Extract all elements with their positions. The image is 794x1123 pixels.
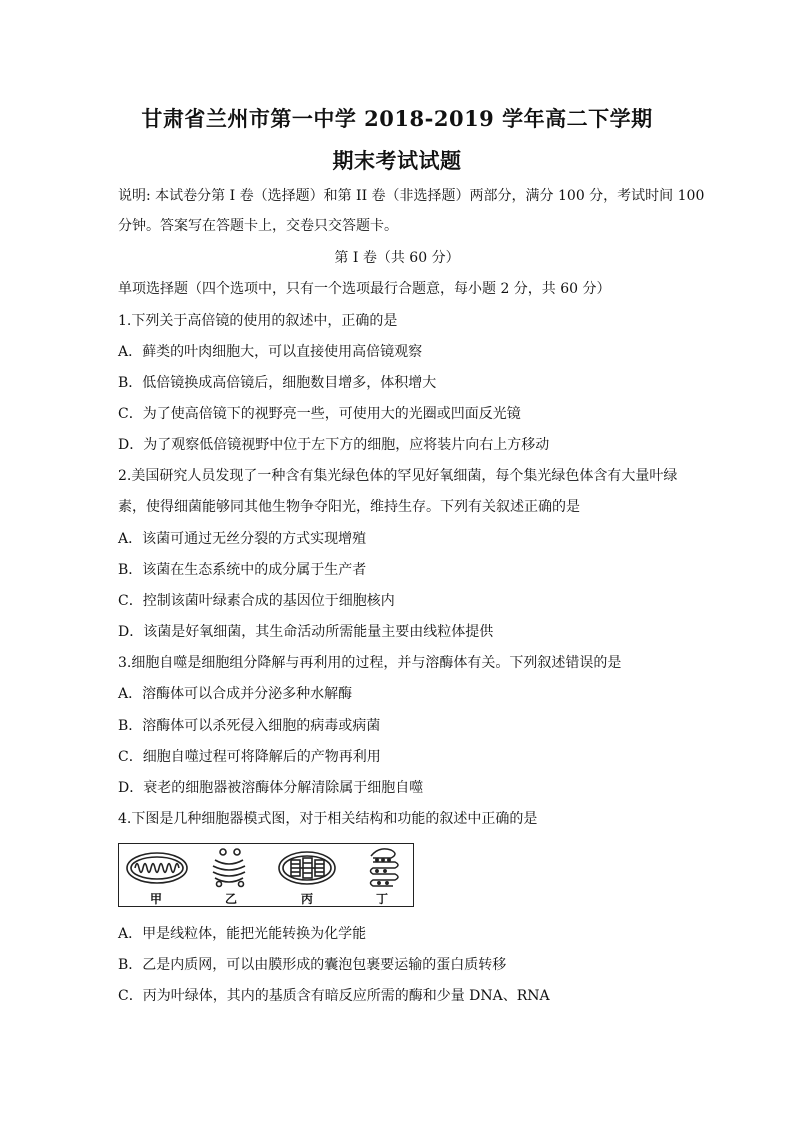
instructions-line-1: 说明: 本试卷分第 I 卷（选择题）和第 II 卷（非选择题）两部分，满分 100 分，考试时间 100 [118,188,705,204]
question-2-stem-line-2: 素，使得细菌能够同其他生物争夺阳光，维持生存。下列有关叙述正确的是 [118,499,580,515]
figure-label-ding: 丁 [375,892,388,906]
golgi-apparatus-icon [213,849,245,887]
question-1-option-a: A．藓类的叶肉细胞大，可以直接使用高倍镜观察 [118,344,423,360]
figure-label-bing: 丙 [300,892,313,906]
question-1-stem: 1.下列关于高倍镜的使用的叙述中，正确的是 [118,313,398,329]
section-title: 第 I 卷（共 60 分） [334,250,460,266]
question-4-option-b: B．乙是内质网，可以由膜形成的囊泡包裹要运输的蛋白质转移 [118,957,507,973]
question-1-option-b: B．低倍镜换成高倍镜后，细胞数目增多，体积增大 [118,375,437,391]
question-3-option-d: D．衰老的细胞器被溶酶体分解清除属于细胞自噬 [118,780,424,796]
figure-label-jia: 甲 [149,892,162,906]
figure-label-yi: 乙 [224,892,237,906]
question-2-option-c: C．控制该菌叶绿素合成的基因位于细胞核内 [118,593,395,609]
instructions-line-2: 分钟。答案写在答题卡上，交卷只交答题卡。 [118,218,398,234]
section-subtitle: 单项选择题（四个选项中，只有一个选项最行合题意，每小题 2 分，共 60 分） [118,281,611,297]
question-1-option-c: C．为了使高倍镜下的视野亮一些，可使用大的光圈或凹面反光镜 [118,406,521,422]
question-2-option-a: A．该菌可通过无丝分裂的方式实现增殖 [118,531,367,547]
question-3-stem: 3.细胞自噬是细胞组分降解与再利用的过程，并与溶酶体有关。下列叙述错误的是 [118,655,622,671]
question-3-option-a: A．溶酶体可以合成并分泌多种水解酶 [118,686,353,702]
question-4-option-a: A．甲是线粒体，能把光能转换为化学能 [118,926,367,942]
question-2-stem-line-1: 2.美国研究人员发现了一种含有集光绿色体的罕见好氧细菌，每个集光绿色体含有大量叶绿 [118,468,678,484]
question-2-option-d: D．该菌是好氧细菌，其生命活动所需能量主要由线粒体提供 [118,624,494,640]
mitochondrion-icon [127,853,187,883]
question-1-option-d: D．为了观察低倍镜视野中位于左下方的细胞，应将装片向右上方移动 [118,437,550,453]
question-3-option-b: B．溶酶体可以杀死侵入细胞的病毒或病菌 [118,718,381,734]
question-3-option-c: C．细胞自噬过程可将降解后的产物再利用 [118,749,381,765]
chloroplast-icon [279,852,335,884]
exam-subtitle: 期末考试试题 [332,148,462,173]
question-4-option-c: C．丙为叶绿体，其内的基质含有暗反应所需的酶和少量 DNA、RNA [118,988,550,1004]
exam-title: 甘肃省兰州市第一中学 2018-2019 学年高二下学期 [141,106,653,131]
endoplasmic-reticulum-icon [371,849,399,886]
question-4-stem: 4.下图是几种细胞器模式图，对于相关结构和功能的叙述中正确的是 [118,811,538,827]
question-2-option-b: B．该菌在生态系统中的成分属于生产者 [118,562,367,578]
organelle-figure [118,843,414,907]
